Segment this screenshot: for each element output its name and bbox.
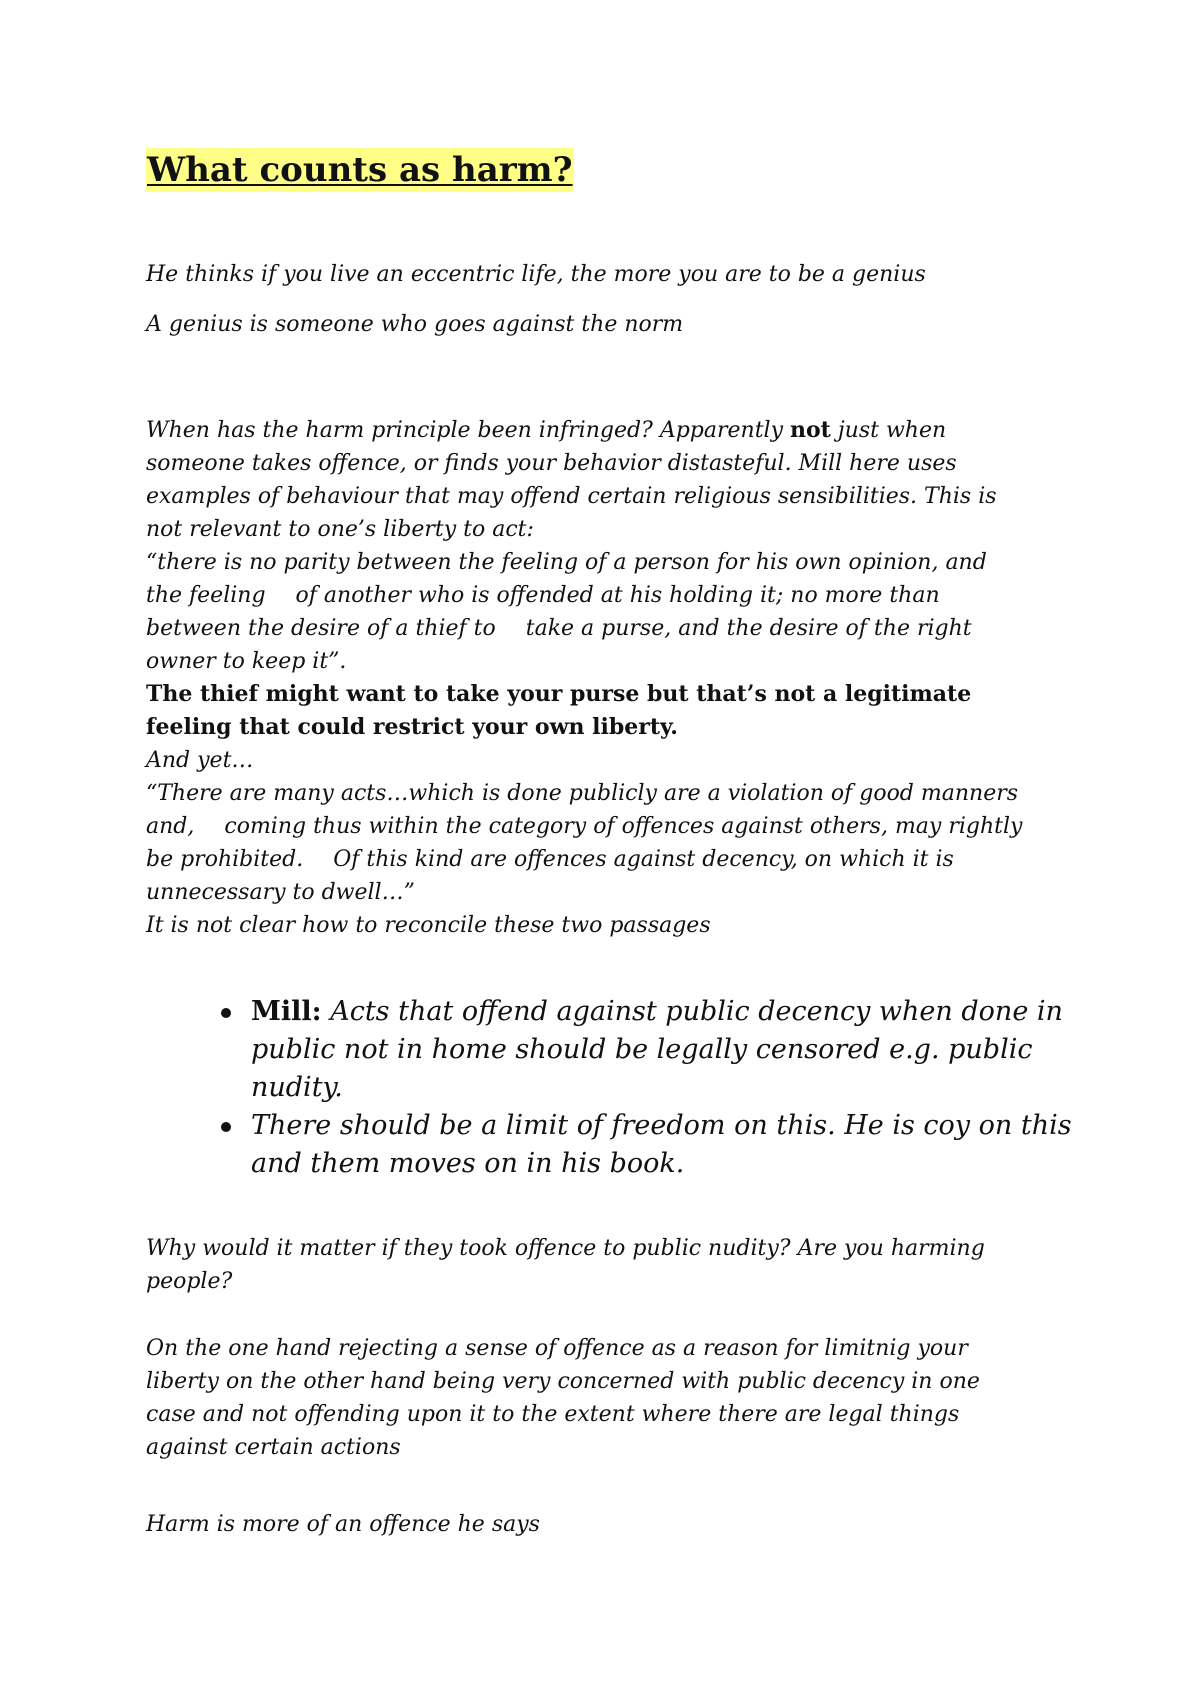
passage-line-3: examples of behaviour that may offend certain religious sensibilities. This is — [146, 484, 997, 509]
closing-text: Harm is more of an offence he says — [146, 1512, 540, 1537]
quote-line-2 — [146, 579, 1076, 612]
quote-line-2a: the feeling — [146, 583, 266, 608]
bullet-1-label: Mill: — [251, 996, 322, 1027]
bullet-icon — [221, 1122, 231, 1132]
bullet-1-text: Acts that offend against public decency when done in — [321, 996, 1063, 1027]
closing-line — [146, 1508, 1076, 1541]
quote-line-3 — [146, 612, 1076, 645]
bullet-2-line-2: and them moves on in his book. — [251, 1148, 685, 1179]
intro-line-genius — [146, 308, 1076, 341]
question-line-1: Why would it matter if they took offence to public nudity? Are you harming — [146, 1236, 985, 1261]
contrast-line-2: liberty on the other hand being very concerned with public decency in one — [146, 1369, 980, 1394]
bullet-1-line-1 — [251, 993, 1081, 1031]
thief-note-line-1: The thief might want to take your purse but that’s not a legitimate — [146, 681, 972, 707]
intro-line-1: He thinks if you live an eccentric life, the more you are to be a genius — [146, 262, 926, 287]
question-line-2: people? — [146, 1269, 233, 1294]
contrast-paragraph — [146, 1332, 1076, 1464]
list-item — [221, 993, 1081, 1107]
bullet-1-line-2: public not in home should be legally censored e.g. public — [251, 1034, 1033, 1065]
quote2-line-3 — [146, 843, 1076, 876]
bullet-1-line-3: nudity. — [251, 1072, 343, 1103]
passage-line-1-tail: just when — [830, 418, 947, 443]
bullet-icon — [221, 1008, 231, 1018]
contrast-line-3: case and not offending upon it to the extent where there are legal things — [146, 1402, 960, 1427]
quote2-line-1: “There are many acts…which is done publicly are a violation of good manners — [146, 781, 1019, 806]
passage-line-4: not relevant to one’s liberty to act: — [146, 517, 534, 542]
emphasis-not: not — [790, 417, 831, 443]
contrast-line-4: against certain actions — [146, 1435, 401, 1460]
intro-line-eccentric — [146, 258, 1076, 291]
contrast-line-1: On the one hand rejecting a sense of offence as a reason for limitnig your — [146, 1336, 968, 1361]
quote-line-4: owner to keep it”. — [146, 649, 347, 674]
and-yet-line: And yet… — [146, 748, 254, 773]
bullet-2-line-1: There should be a limit of freedom on this. He is coy on this — [251, 1110, 1072, 1141]
quote-line-2b: of another who is offended at his holding it; no more than — [295, 583, 940, 608]
passage-paragraph — [146, 414, 1076, 942]
passage-line-2: someone takes offence, or finds your behavior distasteful. Mill here uses — [146, 451, 957, 476]
quote-line-3a: between the desire of a thief to — [146, 616, 496, 641]
quote2-line-3a: be prohibited. — [146, 847, 304, 872]
quote2-line-2b: coming thus within the category of offences against others, may rightly — [224, 814, 1023, 839]
quote-line-3b: take a purse, and the desire of the right — [525, 616, 972, 641]
quote2-line-4: unnecessary to dwell…” — [146, 880, 415, 905]
reconcile-line: It is not clear how to reconcile these two passages — [146, 913, 711, 938]
quote2-line-2a: and, — [146, 814, 195, 839]
thief-note-line-2: feeling that could restrict your own liberty. — [146, 714, 678, 740]
passage-line-1 — [146, 414, 1076, 447]
quote2-line-2 — [146, 810, 1076, 843]
question-paragraph — [146, 1232, 1076, 1298]
passage-line-1-text: When has the harm principle been infringed? Apparently — [146, 418, 791, 443]
page-title: What counts as harm? — [147, 150, 573, 190]
quote2-line-3b: Of this kind are offences against decency, on which it is — [333, 847, 954, 872]
intro-line-2: A genius is someone who goes against the norm — [146, 312, 684, 337]
bullet-list — [221, 993, 1081, 1183]
list-item — [221, 1107, 1081, 1183]
quote-line-1: “there is no parity between the feeling of a person for his own opinion, and — [146, 550, 987, 575]
